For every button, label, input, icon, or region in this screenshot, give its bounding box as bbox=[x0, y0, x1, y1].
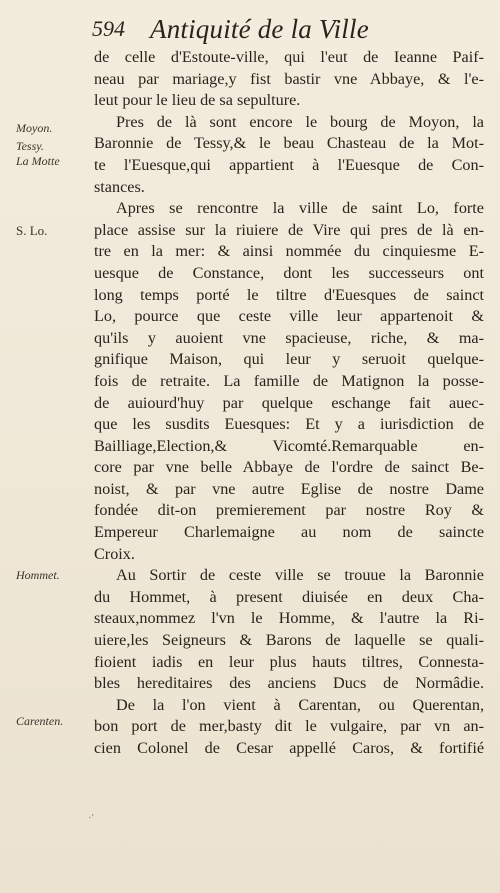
text-line: uiere,les Seigneurs & Barons de laquelle se quali- bbox=[94, 631, 484, 650]
text-line: Empereur Charlemaigne au nom de saincte bbox=[94, 523, 484, 542]
text-line: Au Sortir de ceste ville se trouue la Baronnie bbox=[116, 566, 484, 585]
margin-note-tessy: Tessy. bbox=[16, 139, 44, 153]
text-line: du Hommet, à present diuisée en deux Cha- bbox=[94, 587, 484, 606]
text-line: bon port de mer,basty dit le vulgaire, par vn an- bbox=[94, 717, 484, 736]
running-title: Antiquité de la Ville bbox=[150, 14, 369, 44]
margin-note-saint-lo: S. Lo. bbox=[16, 223, 48, 238]
text-line: de celle d'Estoute-ville, qui l'eut de Ieanne Paif- bbox=[94, 48, 484, 66]
text-line: fioient iadis en leur plus hauts tiltres, Connesta- bbox=[94, 652, 484, 671]
page-number: 594 bbox=[92, 16, 125, 41]
page-header bbox=[92, 14, 480, 44]
text-line: Baronnie de Tessy,& le beau Chasteau de la Mot- bbox=[94, 134, 484, 153]
body-text bbox=[94, 47, 484, 760]
text-line: noist, & par vne autre Eglise de nostre Dame bbox=[94, 479, 484, 498]
text-line: Bailliage,Election,& Vicomté.Remarquable en- bbox=[94, 436, 484, 455]
text-line: stances. bbox=[94, 177, 145, 196]
text-line: gnifique Maison, qui leur y seruoit quelque- bbox=[94, 350, 484, 369]
text-line: uesque de Constance, dont les successeurs ont bbox=[94, 263, 484, 282]
text-line: Apres se rencontre la ville de saint Lo, forte bbox=[116, 199, 484, 218]
text-line: que les susdits Euesques: Et y a iurisdiction de bbox=[94, 415, 484, 434]
margin-note-la-motte: La Motte bbox=[16, 154, 60, 168]
text-line: qu'ils y auoient vne spacieuse, riche, & ma- bbox=[94, 328, 484, 347]
text-line: Pres de là sont encore le bourg de Moyon, la bbox=[116, 112, 484, 131]
text-line: neau par mariage,y fist bastir vne Abbaye, & l'e- bbox=[94, 69, 484, 88]
margin-note-moyon: Moyon. bbox=[16, 121, 53, 135]
text-line: de auiourd'huy par quelque eschange fait auec- bbox=[94, 393, 484, 412]
text-line: fondée dit-on premierement par nostre Roy & bbox=[94, 501, 484, 520]
text-line: te l'Euesque,qui appartient à l'Euesque de Con- bbox=[94, 155, 484, 174]
text-line: De la l'on vient à Carentan, ou Querentan, bbox=[116, 695, 484, 714]
text-line: steaux,nommez l'vn le Homme, & l'autre la Ri- bbox=[94, 609, 484, 628]
text-line: long temps porté le tiltre d'Euesques de sainct bbox=[94, 285, 484, 304]
text-line: place assise sur la riuiere de Vire qui pres de là en- bbox=[94, 220, 484, 239]
text-line: bles hereditaires des anciens Ducs de Normâdie. bbox=[94, 674, 484, 693]
text-line: fois de retraite. La famille de Matignon la posse- bbox=[94, 371, 484, 390]
margin-note-hommet: Hommet. bbox=[16, 568, 60, 582]
text-line: Lo, pource que ceste ville leur appartenoit & bbox=[94, 307, 484, 326]
text-line: cien Colonel de Cesar appellé Caros, & fortifié bbox=[94, 739, 484, 757]
text-line: leut pour le lieu de sa sepulture. bbox=[94, 91, 301, 110]
text-line: tre en la mer: & ainsi nommée du cinquiesme E- bbox=[94, 242, 484, 261]
text-line: core par vne belle Abbaye de l'ordre de sainct Be- bbox=[94, 458, 484, 477]
margin-note-carenten: Carenten. bbox=[16, 714, 64, 728]
ink-smudge-mark: ·ʹ bbox=[88, 812, 95, 824]
text-line: Croix. bbox=[94, 544, 135, 563]
